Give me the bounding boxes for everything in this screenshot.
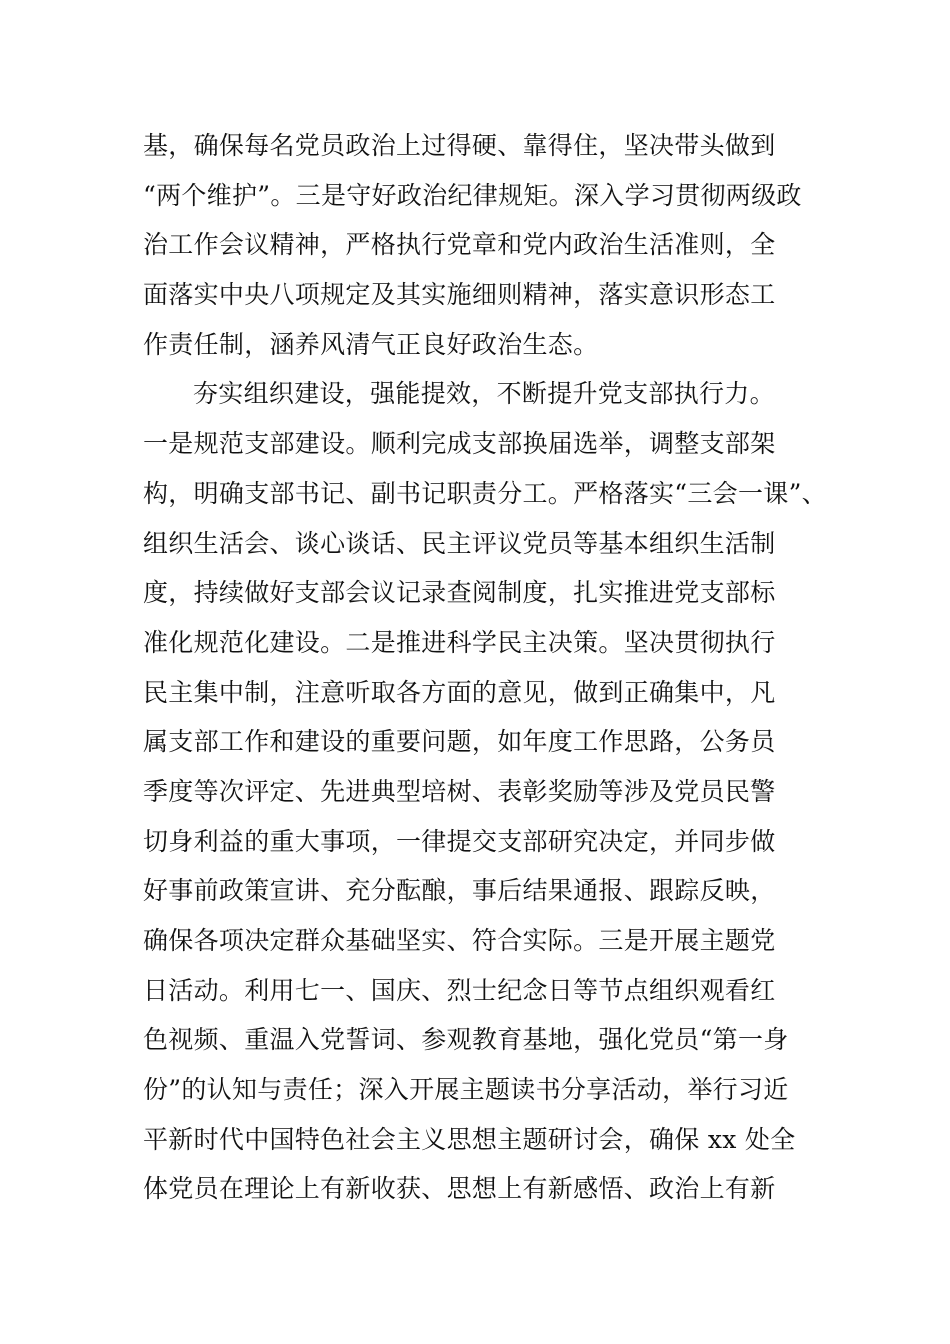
text-line: 基，确保每名党员政治上过得硬、靠得住，坚决带头做到: [143, 131, 776, 160]
text-line: 准化规范化建设。二是推进科学民主决策。坚决贯彻执行: [143, 627, 776, 657]
text-line: 构，明确支部书记、副书记职责分工。严格落实“三会一课”、: [143, 478, 827, 508]
text-line: 民主集中制，注意听取各方面的意见，做到正确集中，凡: [143, 677, 776, 707]
text-line: 度，持续做好支部会议记录查阅制度，扎实推进党支部标: [143, 578, 776, 608]
text-line: 一是规范支部建设。顺利完成支部换届选举，调整支部架: [143, 429, 776, 459]
text-line: 色视频、重温入党誓词、参观教育基地，强化党员“第一身: [143, 1025, 789, 1055]
text-line: 组织生活会、谈心谈话、民主评议党员等基本组织生活制: [143, 528, 776, 558]
text-line: 确保各项决定群众基础坚实、符合实际。三是开展主题党: [143, 926, 776, 955]
text-line: 日活动。利用七一、国庆、烈士纪念日等节点组织观看红: [143, 975, 776, 1005]
text-line: 切身利益的重大事项，一律提交支部研究决定，并同步做: [143, 826, 776, 856]
text-line: 治工作会议精神，严格执行党章和党内政治生活准则，全: [143, 230, 776, 260]
text-line: 面落实中央八项规定及其实施细则精神，落实意识形态工: [143, 280, 776, 310]
text-line: 体党员在理论上有新收获、思想上有新感悟、政治上有新: [143, 1174, 776, 1204]
text-line: 好事前政策宣讲、充分酝酿，事后结果通报、跟踪反映，: [143, 876, 776, 906]
paragraph-start-line: 夯实组织建设，强能提效，不断提升党支部执行力。: [193, 379, 775, 409]
text-line: 作责任制，涵养风清气正良好政治生态。: [143, 329, 599, 359]
text-line: 属支部工作和建设的重要问题，如年度工作思路，公务员: [143, 727, 776, 757]
body-text: [143, 121, 827, 1214]
text-line: 份”的认知与责任；深入开展主题读书分享活动，举行习近: [143, 1075, 789, 1105]
text-line: 季度等次评定、先进典型培树、表彰奖励等涉及党员民警: [143, 776, 776, 806]
text-line: “两个维护”。三是守好政治纪律规矩。深入学习贯彻两级政: [143, 180, 802, 210]
text-line: 平新时代中国特色社会主义思想主题研讨会，确保 xx 处全: [143, 1124, 796, 1154]
